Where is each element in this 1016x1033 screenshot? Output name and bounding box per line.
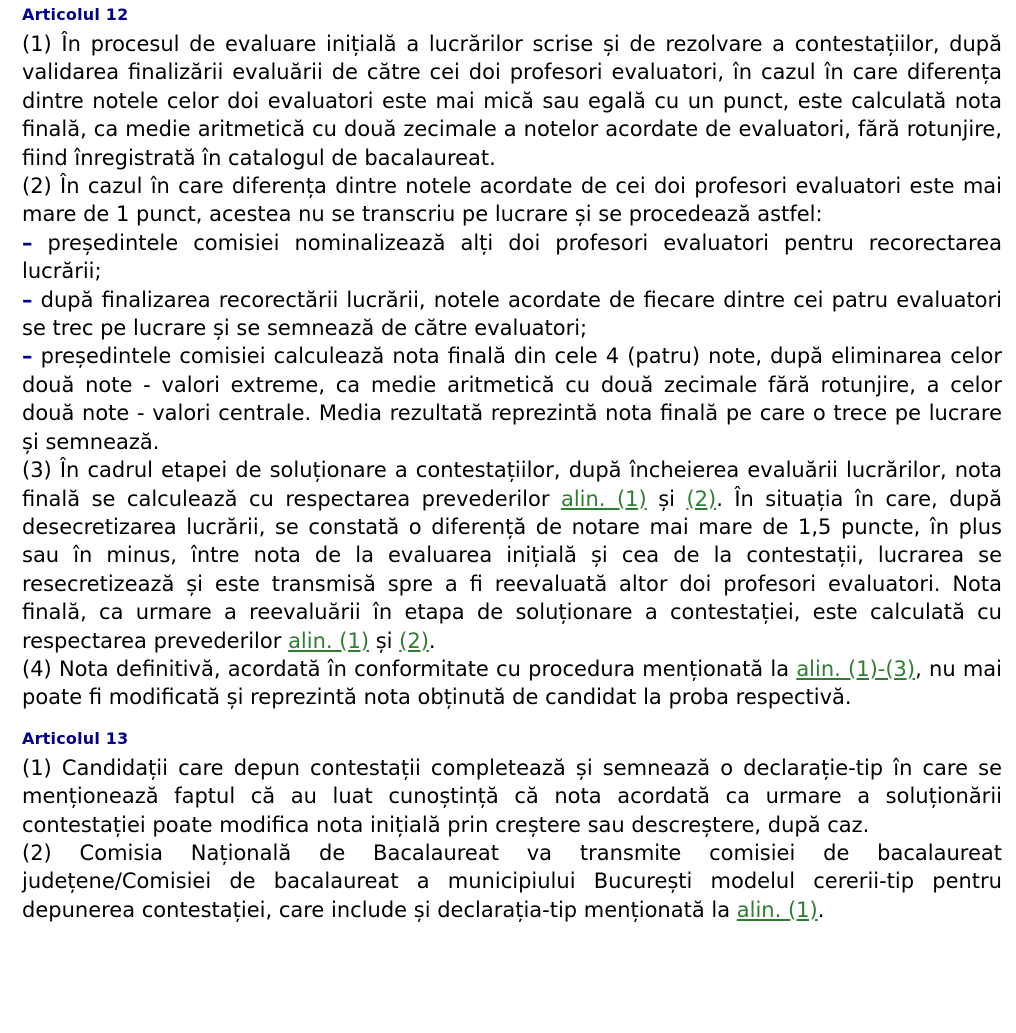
text-run: . <box>817 897 825 922</box>
text-run: (4) Nota definitivă, acordată în conformitate cu procedura menționată la <box>22 656 797 681</box>
bullet-dash: – <box>22 344 33 369</box>
alin-reference-link[interactable]: (2) <box>399 628 429 653</box>
article-title: Articolul 12 <box>22 5 129 24</box>
bullet-paragraph <box>22 229 1002 286</box>
text-run: președintele comisiei nominalizează alți doi profesori evaluatori pentru recorectarea lucrării; <box>22 230 1002 284</box>
text-run: (1) Candidații care depun contestații completează și semnează o declarație-tip în care se menționează faptul că au luat cunoștință că nota acordată ca urmare a soluționării contestației poate modifica nota inițială prin creștere sau descreștere, după caz. <box>22 755 1002 837</box>
alin-reference-link[interactable]: (2) <box>686 486 717 511</box>
alin-reference-link[interactable]: alin. (1) <box>288 628 370 653</box>
text-run: (2) În cazul în care diferența dintre notele acordate de cei doi profesori evaluatori este mai mare de 1 punct, acestea nu se transcriu pe lucrare și se procedează astfel: <box>22 174 1002 227</box>
text-run: și <box>369 628 400 653</box>
bullet-paragraph <box>22 342 1002 456</box>
text-run: (2) Comisia Națională de Bacalaureat va transmite comisiei de bacalaureat județene/Comisiei de bacalaureat a municipiului București modelul cererii-tip pentru depunerea contestației, care include și declarația-tip menționată la <box>22 840 1002 922</box>
paragraph <box>22 172 1002 229</box>
paragraph <box>22 30 1002 172</box>
text-run: după finalizarea recorectării lucrării, notele acordate de fiecare dintre cei patru evaluatori se trec pe lucrare și se semnează de către evaluatori; <box>22 287 1002 341</box>
alin-reference-link[interactable]: alin. (1) <box>736 897 818 922</box>
text-run: . În situația în care, după desecretizarea lucrării, se constată o diferență de notare mai mare de 1,5 puncte, în plus sau în minus, între nota de la evaluarea inițială și cea de la contestații, lucrarea se resecretizează și este transmisă spre a fi reevaluată altor doi profesori evaluatori. Nota finală, ca urmare a reevaluării în etapa de soluționare a contestației, este calculată cu respectarea prevederilor <box>22 486 1002 653</box>
paragraph <box>22 839 1002 924</box>
bullet-dash: – <box>22 287 33 312</box>
article-title: Articolul 13 <box>22 728 129 748</box>
text-run: (1) În procesul de evaluare inițială a lucrărilor scrise și de rezolvare a contestațiilor, după validarea finalizării evaluării de către cei doi profesori evaluatori, în cazul în care diferența dintre notele celor doi evaluatori este mai mică sau egală cu un punct, este calculată nota finală, ca medie aritmetică cu două zecimale a notelor acordate de evaluatori, fără rotunjire, fiind înregistrată în catalogul de bacalaureat. <box>22 32 1002 170</box>
text-run: (3) În cadrul etapei de soluționare a contestațiilor, după încheierea evaluării lucrărilor, nota finală se calculează cu respectarea prevederilor <box>22 458 1002 511</box>
bullet-paragraph <box>22 286 1002 343</box>
text-run: președintele comisiei calculează nota finală din cele 4 (patru) note, după eliminarea celor două note - valori extreme, ca medie aritmetică cu două zecimale fără rotunjire, a celor două note - valori centrale. Media rezultată reprezintă nota finală pe care o trece pe lucrare și semnează. <box>22 344 1002 454</box>
paragraph <box>22 655 1002 712</box>
text-run: . <box>428 628 436 653</box>
paragraph <box>22 456 1002 655</box>
text-run: , nu mai poate fi modificată și reprezintă nota obținută de candidat la proba respectivă. <box>22 656 1002 710</box>
bullet-dash: – <box>22 230 33 255</box>
paragraph <box>22 754 1002 839</box>
alin-reference-link[interactable]: alin. (1)-(3) <box>796 656 916 681</box>
alin-reference-link[interactable]: alin. (1) <box>560 486 647 511</box>
text-run: și <box>646 486 687 511</box>
